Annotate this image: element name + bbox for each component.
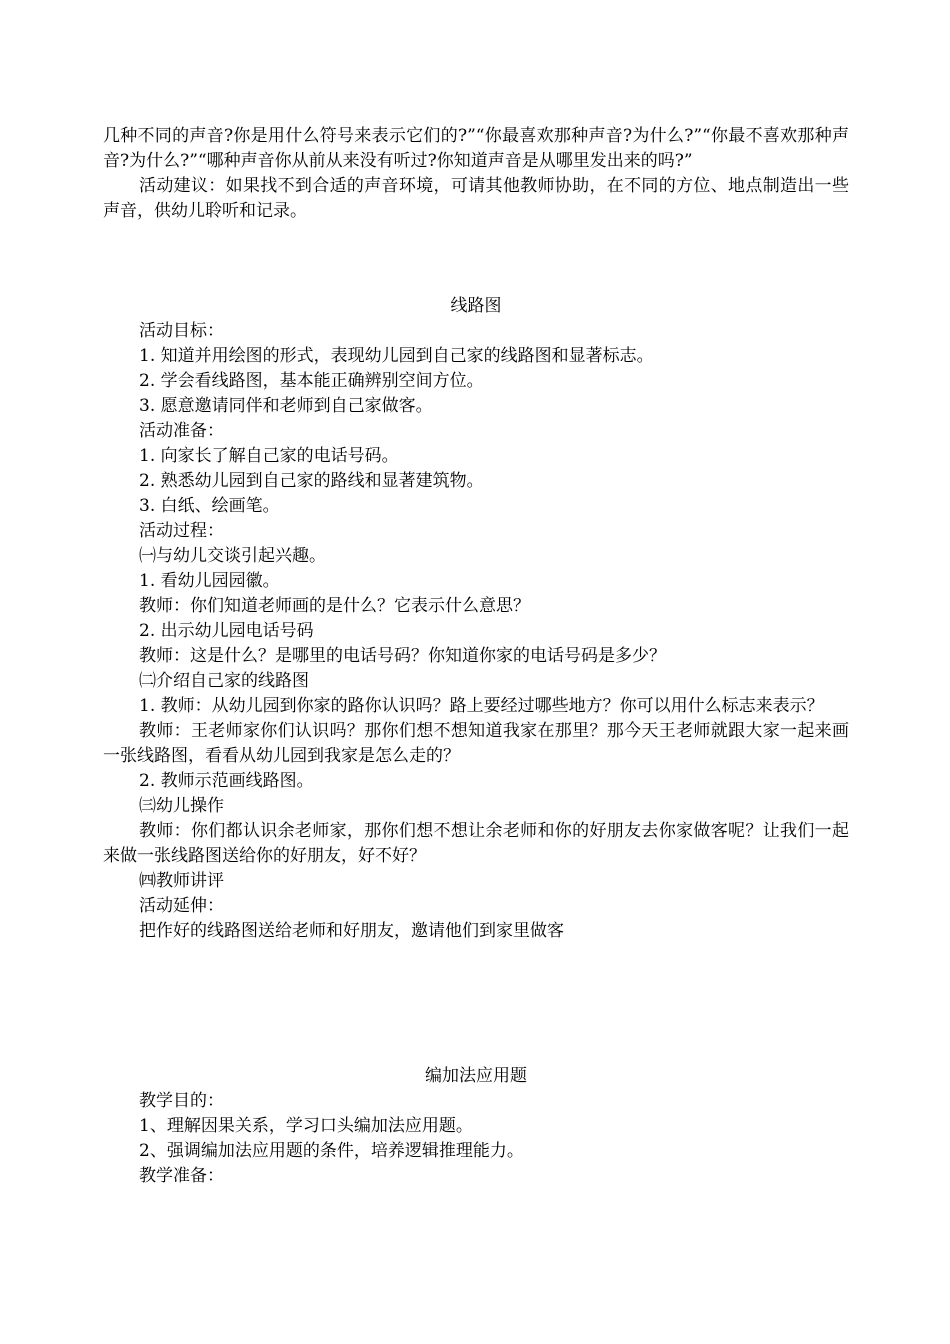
addition-goal-heading: 教学目的： bbox=[139, 1091, 224, 1111]
goal-item: 1. 知道并用绘图的形式，表现幼儿园到自己家的线路图和显著标志。 bbox=[139, 346, 654, 366]
extension-text: 把作好的线路图送给老师和好朋友，邀请他们到家里做客 bbox=[139, 921, 564, 941]
section-title-addition: 编加法应用题 bbox=[425, 1066, 527, 1086]
extension-heading: 活动延伸： bbox=[139, 896, 224, 916]
process-step: ㈣教师讲评 bbox=[139, 871, 224, 891]
section-gap bbox=[103, 224, 849, 294]
process-step: 2. 出示幼儿园电话号码 bbox=[139, 621, 314, 641]
process-step: 教师：王老师家你们认识吗？那你们想不想知道我家在那里？那今天王老师就跟大家一起来画一张线路图，看看从幼儿园到我家是怎么走的？ bbox=[103, 721, 849, 766]
addition-prep-heading: 教学准备： bbox=[139, 1166, 224, 1186]
process-step: 1. 教师：从幼儿园到你家的路你认识吗？路上要经过哪些地方？你可以用什么标志来表示？ bbox=[139, 696, 824, 716]
process-step: 教师：这是什么？是哪里的电话号码？你知道你家的电话号码是多少？ bbox=[139, 646, 666, 666]
process-step: 教师：你们都认识余老师家，那你们想不想让余老师和你的好朋友去你家做客呢？让我们一起来做一张线路图送给你的好朋友，好不好？ bbox=[103, 821, 849, 866]
section-gap bbox=[103, 944, 849, 1064]
process-heading: 活动过程： bbox=[139, 521, 224, 541]
addition-goal-item: 1、理解因果关系，学习口头编加法应用题。 bbox=[139, 1116, 473, 1136]
process-step: 2. 教师示范画线路图。 bbox=[139, 771, 314, 791]
process-step: ㈠与幼儿交谈引起兴趣。 bbox=[139, 546, 326, 566]
section-title-route-map: 线路图 bbox=[450, 296, 502, 316]
goal-item: 2. 学会看线路图，基本能正确辨别空间方位。 bbox=[139, 371, 484, 391]
process-step: 教师：你们知道老师画的是什么？它表示什么意思？ bbox=[139, 596, 530, 616]
prep-item: 1. 向家长了解自己家的电话号码。 bbox=[139, 446, 399, 466]
previous-paragraph-2: 活动建议：如果找不到合适的声音环境，可请其他教师协助，在不同的方位、地点制造出一些声音，供幼儿聆听和记录。 bbox=[103, 176, 849, 221]
goal-item: 3. 愿意邀请同伴和老师到自己家做客。 bbox=[139, 396, 433, 416]
goal-heading: 活动目标： bbox=[139, 321, 224, 341]
addition-goal-item: 2、强调编加法应用题的条件，培养逻辑推理能力。 bbox=[139, 1141, 524, 1161]
prep-heading: 活动准备： bbox=[139, 421, 224, 441]
document-page bbox=[103, 124, 849, 1189]
previous-paragraph-1: 几种不同的声音?你是用什么符号来表示它们的?”“你最喜欢那种声音?为什么?”“你最不喜欢那种声音?为什么?”“哪种声音你从前从来没有听过?你知道声音是从哪里发出来的吗?” bbox=[103, 126, 849, 171]
process-step: ㈡介绍自己家的线路图 bbox=[139, 671, 309, 691]
process-step: ㈢幼儿操作 bbox=[139, 796, 224, 816]
process-step: 1. 看幼儿园园徽。 bbox=[139, 571, 280, 591]
prep-item: 3. 白纸、绘画笔。 bbox=[139, 496, 280, 516]
prep-item: 2. 熟悉幼儿园到自己家的路线和显著建筑物。 bbox=[139, 471, 484, 491]
